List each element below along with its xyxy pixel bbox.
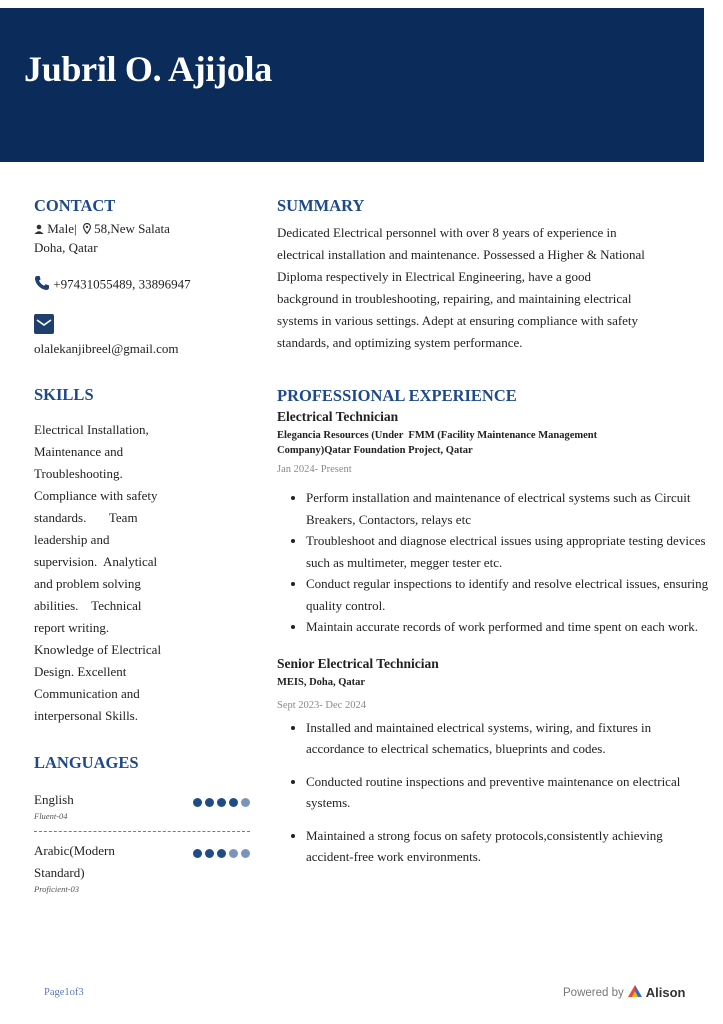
job-company-line: MEIS, Doha, Qatar xyxy=(277,676,366,688)
job-bullet: • Troubleshoot and diagnose electrical issues using appropriate testing devices such as multimeter, megger tester etc. xyxy=(306,530,712,573)
skills-line: Design. Excellent xyxy=(34,664,127,680)
job-company-line: Company)Qatar Foundation Project, Qatar xyxy=(277,445,473,456)
languages-list xyxy=(34,789,250,894)
rating-dot-filled xyxy=(217,798,226,807)
job-dates: Sept 2023- Dec 2024 xyxy=(277,699,366,711)
skills-line: standards. Team xyxy=(34,510,138,526)
summary-line: background in troubleshooting, repairing, and maintaining electrical xyxy=(277,291,632,306)
language-name-cont: Standard) xyxy=(34,865,85,881)
job-bullet: • Perform installation and maintenance of electrical systems such as Circuit Breakers, Contactors, relays etc xyxy=(306,487,712,530)
contact-phone-row xyxy=(34,275,250,296)
skills-line: abilities. Technical xyxy=(34,598,142,614)
rating-dots xyxy=(190,795,250,811)
skills-line: report writing. xyxy=(34,620,110,636)
email-text: olalekanjibreel@gmail.com xyxy=(34,341,179,357)
skills-line: Maintenance and xyxy=(34,444,124,460)
phone-icon xyxy=(34,275,50,296)
contact-title: CONTACT xyxy=(34,196,116,215)
gender-text: Male| xyxy=(47,221,77,236)
rating-dots xyxy=(190,846,250,862)
page-number: Page1of3 xyxy=(44,987,84,998)
skills-line: interpersonal Skills. xyxy=(34,708,138,724)
skills-line: supervision. Analytical xyxy=(34,554,158,570)
name-header xyxy=(0,8,704,162)
language-item-english xyxy=(34,789,250,821)
alison-logo-icon xyxy=(628,985,642,1000)
summary-line: electrical installation and maintenance. Possessed a Higher & National xyxy=(277,247,645,262)
rating-dot-empty xyxy=(229,849,238,858)
left-column xyxy=(34,196,250,894)
job-company xyxy=(277,428,712,458)
contact-gender-address xyxy=(34,220,250,257)
skills-line: leadership and xyxy=(34,532,110,548)
skills-list xyxy=(34,419,250,727)
rating-dot-filled xyxy=(193,798,202,807)
skills-line: Troubleshooting. xyxy=(34,466,123,482)
address-line2: Doha, Qatar xyxy=(34,240,98,256)
job-dates: Jan 2024- Present xyxy=(277,464,352,475)
language-name: Arabic(Modern xyxy=(34,843,115,859)
job-bullet: • Maintain accurate records of work performed and time spent on each work. xyxy=(306,616,712,638)
rating-dot-filled xyxy=(217,849,226,858)
rating-dot-empty xyxy=(241,849,250,858)
rating-dot-empty xyxy=(241,798,250,807)
skills-line: Communication and xyxy=(34,686,140,702)
job-company-line: Elegancia Resources (Under FMM (Facility Maintenance Management xyxy=(277,430,598,441)
location-pin-icon xyxy=(83,221,91,239)
job-bullets xyxy=(277,487,712,638)
person-icon xyxy=(34,221,44,239)
job-bullets xyxy=(277,717,712,868)
summary-title: SUMMARY xyxy=(277,196,365,215)
summary-line: systems in various settings. Adept at ensuring compliance with safety xyxy=(277,313,639,328)
candidate-name: Jubril O. Ajijola xyxy=(24,49,272,89)
contact-email-row xyxy=(34,314,250,357)
languages-title: LANGUAGES xyxy=(34,753,139,773)
job-bullet: • Conduct regular inspections to identify and resolve electrical issues, ensuring quality control. xyxy=(306,573,712,616)
language-divider xyxy=(34,831,250,832)
job-title: Senior Electrical Technician xyxy=(277,655,439,671)
powered-by xyxy=(563,985,685,1000)
skills-line: Electrical Installation, xyxy=(34,422,149,438)
job-entry xyxy=(277,656,712,868)
right-column xyxy=(277,196,712,879)
job-title: Electrical Technician xyxy=(277,409,399,424)
job-company xyxy=(277,675,712,690)
phone-text: +97431055489, 33896947 xyxy=(53,276,191,292)
experience-title: PROFESSIONAL EXPERIENCE xyxy=(277,386,517,405)
rating-dot-filled xyxy=(229,798,238,807)
language-level: Fluent-04 xyxy=(34,811,68,822)
language-name: English xyxy=(34,792,74,808)
job-bullet: • Installed and maintained electrical systems, wiring, and fixtures in accordance to electrical schematics, blueprints and codes. xyxy=(306,717,712,760)
rating-dot-filled xyxy=(205,798,214,807)
rating-dot-filled xyxy=(193,849,202,858)
skills-title: SKILLS xyxy=(34,385,94,405)
skills-line: and problem solving xyxy=(34,576,141,592)
summary-line: standards, and optimizing system performance. xyxy=(277,335,523,350)
summary-line: Dedicated Electrical personnel with over 8 years of experience in xyxy=(277,225,617,240)
email-icon xyxy=(34,314,54,339)
skills-line: Knowledge of Electrical xyxy=(34,642,162,658)
language-level: Proficient-03 xyxy=(34,884,80,895)
language-item-arabic xyxy=(34,840,250,894)
summary-line: Diploma respectively in Electrical Engineering, have a good xyxy=(277,269,592,284)
job-bullet: • Maintained a strong focus on safety protocols,consistently achieving accident-free work environments. xyxy=(306,825,712,868)
powered-by-text: Powered by xyxy=(563,986,624,999)
job-entry xyxy=(277,409,712,638)
job-bullet: • Conducted routine inspections and preventive maintenance on electrical systems. xyxy=(306,771,712,814)
rating-dot-filled xyxy=(205,849,214,858)
brand-name: Alison xyxy=(645,985,686,1000)
skills-line: Compliance with safety xyxy=(34,488,158,504)
summary-text xyxy=(277,222,712,354)
address-line1: 58,New Salata xyxy=(94,221,170,236)
